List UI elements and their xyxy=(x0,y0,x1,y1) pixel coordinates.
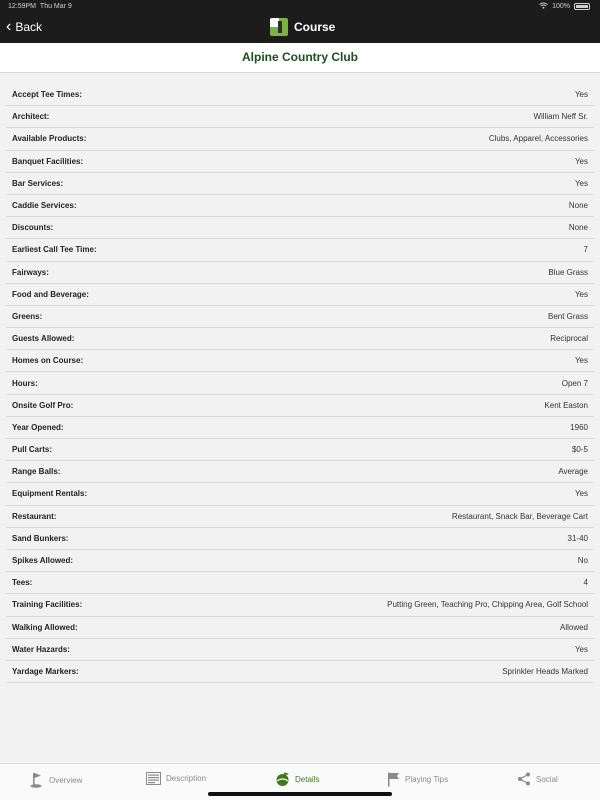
detail-value: Yes xyxy=(574,489,588,499)
detail-value: Yes xyxy=(574,178,588,188)
status-right xyxy=(539,2,590,11)
detail-value: Bent Grass xyxy=(547,311,588,321)
detail-value: Reciprocal xyxy=(550,334,588,344)
share-icon xyxy=(517,772,531,786)
tab-description[interactable] xyxy=(146,772,206,785)
battery-icon xyxy=(574,3,590,10)
detail-label: Bar Services: xyxy=(12,178,64,188)
detail-value: Yes xyxy=(574,356,588,366)
detail-row xyxy=(6,128,594,150)
detail-label: Pull Carts: xyxy=(12,445,53,455)
battery-percent: 100% xyxy=(552,3,570,10)
detail-label: Water Hazards: xyxy=(12,644,70,654)
tab-label: Social xyxy=(536,774,558,784)
detail-label: Architect: xyxy=(12,112,50,122)
detail-label: Guests Allowed: xyxy=(12,334,75,344)
detail-value: Open 7 xyxy=(561,378,588,388)
golf-flag-icon xyxy=(30,772,44,788)
tab-overview[interactable] xyxy=(30,772,82,788)
detail-label: Greens: xyxy=(12,311,43,321)
status-time: 12:59PM Thu Mar 9 xyxy=(8,3,72,10)
detail-row xyxy=(6,594,594,616)
course-logo-icon xyxy=(270,18,288,36)
back-button[interactable] xyxy=(6,20,42,34)
detail-label: Caddie Services: xyxy=(12,201,77,211)
detail-label: Equipment Rentals: xyxy=(12,489,88,499)
detail-row xyxy=(6,617,594,639)
detail-label: Restaurant: xyxy=(12,511,57,521)
detail-row xyxy=(6,439,594,461)
detail-label: Training Facilities: xyxy=(12,600,83,610)
detail-row xyxy=(6,106,594,128)
detail-row xyxy=(6,528,594,550)
club-header xyxy=(0,43,600,73)
detail-value: 7 xyxy=(583,245,588,255)
chevron-left-icon: ‹ xyxy=(6,18,12,35)
detail-row xyxy=(6,173,594,195)
tab-label: Overview xyxy=(49,775,83,785)
tab-label: Description xyxy=(166,774,207,783)
detail-row xyxy=(6,483,594,505)
status-bar xyxy=(0,0,600,14)
tab-bar xyxy=(0,763,600,800)
tab-label: Details xyxy=(295,775,320,784)
detail-value: Clubs, Apparel, Accessories xyxy=(488,134,588,144)
detail-row xyxy=(6,372,594,394)
detail-value: Yes xyxy=(574,644,588,654)
detail-value: None xyxy=(568,201,588,211)
detail-row xyxy=(6,550,594,572)
detail-value: Kent Easton xyxy=(544,400,588,410)
detail-label: Available Products: xyxy=(12,134,87,144)
back-label: Back xyxy=(15,20,43,34)
detail-label: Accept Tee Times: xyxy=(12,90,82,100)
club-name: Alpine Country Club xyxy=(242,50,358,64)
detail-label: Year Opened: xyxy=(12,422,64,432)
detail-value: Putting Green, Teaching Pro, Chipping Area, Golf School xyxy=(387,600,588,610)
detail-label: Earliest Call Tee Time: xyxy=(12,245,97,255)
detail-value: Sprinkler Heads Marked xyxy=(502,666,588,676)
document-icon xyxy=(146,772,161,785)
detail-row xyxy=(6,84,594,106)
detail-row xyxy=(6,572,594,594)
detail-row xyxy=(6,328,594,350)
detail-row xyxy=(6,639,594,661)
detail-value: William Neff Sr. xyxy=(533,112,588,122)
detail-label: Banquet Facilities: xyxy=(12,156,84,166)
detail-row xyxy=(6,284,594,306)
detail-row xyxy=(6,306,594,328)
detail-row xyxy=(6,151,594,173)
detail-label: Fairways: xyxy=(12,267,49,277)
detail-value: $0-5 xyxy=(571,445,588,455)
nav-title-text: Course xyxy=(294,20,336,34)
detail-row xyxy=(6,239,594,261)
detail-value: Yes xyxy=(574,289,588,299)
detail-label: Walking Allowed: xyxy=(12,622,78,632)
detail-label: Yardage Markers: xyxy=(12,666,79,676)
detail-row xyxy=(6,395,594,417)
detail-value: Yes xyxy=(574,156,588,166)
navigation-bar xyxy=(0,14,600,43)
wifi-icon xyxy=(539,2,548,11)
detail-value: Blue Grass xyxy=(548,267,588,277)
detail-value: Yes xyxy=(574,90,588,100)
tab-label: Playing Tips xyxy=(405,775,449,784)
detail-value: No xyxy=(577,556,588,566)
detail-value: Allowed xyxy=(559,622,588,632)
detail-label: Homes on Course: xyxy=(12,356,84,366)
golf-ball-icon xyxy=(275,772,290,787)
home-indicator[interactable] xyxy=(208,792,392,796)
detail-row xyxy=(6,350,594,372)
detail-label: Hours: xyxy=(12,378,38,388)
detail-label: Spikes Allowed: xyxy=(12,556,74,566)
detail-value: 4 xyxy=(583,578,588,588)
detail-row xyxy=(6,262,594,284)
detail-row xyxy=(6,461,594,483)
detail-value: Restaurant, Snack Bar, Beverage Cart xyxy=(451,511,588,521)
detail-value: 1960 xyxy=(570,422,588,432)
detail-value: None xyxy=(568,223,588,233)
detail-label: Sand Bunkers: xyxy=(12,533,69,543)
detail-label: Tees: xyxy=(12,578,33,588)
tab-details[interactable] xyxy=(275,772,319,787)
detail-label: Onsite Golf Pro: xyxy=(12,400,74,410)
details-list xyxy=(6,84,594,683)
detail-label: Range Balls: xyxy=(12,467,61,477)
detail-value: 31-40 xyxy=(567,533,588,543)
detail-row xyxy=(6,195,594,217)
tab-playing-tips[interactable] xyxy=(387,772,448,787)
detail-label: Food and Beverage: xyxy=(12,289,89,299)
tab-social[interactable] xyxy=(517,772,558,786)
detail-row xyxy=(6,417,594,439)
detail-row xyxy=(6,217,594,239)
flag-icon xyxy=(387,772,400,787)
detail-row xyxy=(6,506,594,528)
nav-title xyxy=(270,18,335,36)
detail-row xyxy=(6,661,594,683)
detail-value: Average xyxy=(558,467,588,477)
detail-label: Discounts: xyxy=(12,223,54,233)
